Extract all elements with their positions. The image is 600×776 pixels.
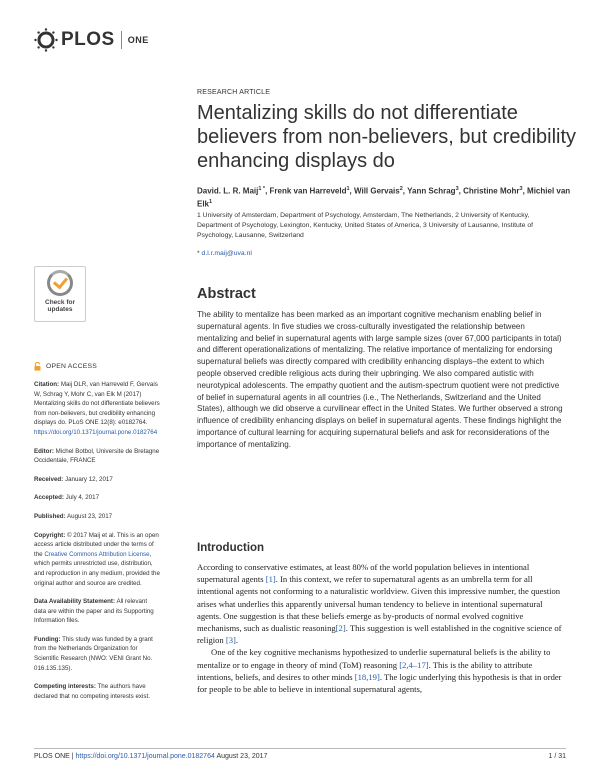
copyright-text: © 2017 Maij et al. This is an open access article distributed under the terms of the — [34, 531, 159, 558]
citation-text: Maij DLR, van Harreveld F, Gervais W, Schrag Y, Mohr C, van Elk M (2017) Mentalizing skills do not differentiate believers from non-believers, but credibility enhancing displays do. PLoS ONE 12(8): e0182764. — [34, 381, 160, 427]
footer-doi-link[interactable]: https://doi.org/10.1371/journal.pone.0182764 — [75, 753, 215, 760]
introduction-heading: Introduction — [197, 542, 265, 554]
author-list: David. L. R. Maij$^{1 *}$, Frenk van Harreveld$^1$, Will Gervais$^2$, Yann Schrag$^3$, Christine Mohr$^3$, Michiel van Elk$^1$ — [197, 186, 571, 209]
received-block — [34, 475, 160, 485]
footer-divider — [34, 748, 566, 749]
data-availability-block — [34, 597, 160, 626]
logo-divider — [121, 31, 122, 49]
editor-text: Michel Botbol, Universite de Bretagne Occidentale, FRANCE — [34, 447, 160, 465]
funding-block — [34, 635, 160, 673]
author-affiliation-mark: 3 — [519, 186, 523, 192]
author-name[interactable]: Yann Schrag — [407, 186, 456, 196]
reference-link[interactable]: [18,19] — [354, 671, 380, 682]
competing-interests-block — [34, 682, 160, 701]
paragraph-text: . In this context, we refer to supernatural agents as an umbrella term for all intentional agents not conforming to a naturalistic worldview. Given this impressive number, the question arises what underlies this apparently universal human tendency to believe in intentional supernatural agents. One suggestion is that these beliefs emerge as by-products of normal evolved cognitive mechanisms, such as dualistic reasoning — [197, 574, 561, 634]
funding-label: Funding: — [34, 635, 61, 643]
accepted-block — [34, 493, 160, 503]
reference-link[interactable]: [3] — [225, 635, 236, 646]
check-updates-icon — [47, 270, 73, 296]
reference-link[interactable]: [2] — [335, 623, 346, 634]
paragraph-text: . This suggestion is well established in the cognitive science of religion — [197, 623, 562, 646]
paragraph — [197, 646, 567, 695]
open-lock-icon — [34, 362, 41, 371]
affiliations: 1 University of Amsterdam, Department of Psychology, Amsterdam, The Netherlands, 2 University of Kentucky, Department of Psychology, Lexington, Kentucky, United States of America, 3 University of Lausanne, Institute of Psychology, Lausanne, Switzerland — [197, 212, 533, 239]
citation-doi-link[interactable]: https://doi.org/10.1371/journal.pone.0182764 — [34, 428, 158, 436]
paragraph — [197, 561, 567, 646]
copyright-text: , which permits unrestricted use, distribution, and reproduction in any medium, provided the original author and source are credited. — [34, 550, 160, 587]
open-access-badge — [34, 362, 97, 371]
funding-text: This study was funded by a grant from the Netherlands Organization for Scientific Research (NWO: VENI Grant No. 016.135.135). — [34, 635, 153, 672]
correspondence — [197, 250, 252, 257]
data-availability-text: All relevant data are within the paper and its Supporting Information files. — [34, 598, 154, 625]
article-type: RESEARCH ARTICLE — [197, 89, 271, 96]
plos-logo — [34, 28, 149, 52]
competing-interests-label: Competing interests: — [34, 683, 96, 691]
check-for-updates-button[interactable] — [34, 266, 86, 322]
footer-journal: PLOS ONE — [34, 753, 70, 760]
article-info-sidebar — [34, 380, 160, 710]
correspondence-email-link[interactable]: d.l.r.maij@uva.nl — [201, 250, 252, 257]
footer-separator: | — [71, 753, 74, 760]
abstract-text: The ability to mentalize has been marked as an important cognitive mechanism enabling belief in supernatural agents. In five studies we cross-culturally investigated the relationship between mentalizing and belief in supernatural agents with large sample sizes (over 67,000 participants in total) and different operationalizations of mentalizing. The relative importance of mentalizing for endorsing supernatural beliefs was directly compared with credibility enhancing displays–the extent to which people observed credible religious acts during their upbringing. We also compared autistic with neurotypical adolescents. The empathy quotient and the autism-spectrum quotient were not predictive of belief in supernatural agents in all countries (i.e., The Netherlands, Switzerland and the United States), although we did observe a curvilinear effect in the United States. We further observed a strong influence of credibility enhancing displays on belief in supernatural agents. These findings highlight the importance of cultural learning for acquiring supernatural beliefs and ask for reconsiderations of the importance of mentalizing. — [197, 310, 563, 449]
received-date: January 12, 2017 — [64, 475, 113, 483]
page-footer — [34, 753, 267, 760]
author-name[interactable]: Michiel van Elk — [197, 186, 571, 209]
copyright-label: Copyright: — [34, 531, 66, 539]
paragraph-text: . This is the ability to attribute intentions, beliefs, and desires to other minds — [197, 659, 533, 682]
license-link[interactable]: Creative Commons Attribution License — [44, 550, 150, 558]
author-affiliation-mark: 3 — [455, 186, 459, 192]
accepted-label: Accepted: — [34, 494, 64, 502]
author-affiliation-mark: 1 * — [258, 186, 266, 192]
article-title: Mentalizing skills do not differentiate believers from non-believers, but credibility enhancing displays do — [197, 102, 577, 172]
author-name[interactable]: Christine Mohr — [463, 186, 520, 196]
correspondence-mark: * — [197, 250, 200, 257]
citation-label: Citation: — [34, 381, 60, 388]
logo-journal: ONE — [127, 35, 149, 45]
author-affiliation-mark: 2 — [399, 186, 403, 192]
author-name[interactable]: Will Gervais — [353, 186, 400, 196]
citation-block — [34, 380, 160, 438]
author-name[interactable]: Frenk van Harreveld — [269, 186, 347, 196]
author-name[interactable]: David. L. R. Maij — [197, 186, 259, 196]
author-affiliation-mark: 1 — [346, 186, 350, 192]
received-label: Received: — [34, 475, 64, 483]
paragraph-text: According to conservative estimates, at least 80% of the world population believes in intentional supernatural agents — [197, 562, 530, 585]
data-availability-label: Data Availability Statement: — [34, 598, 116, 606]
editor-label: Editor: — [34, 447, 54, 455]
published-date: August 23, 2017 — [67, 512, 113, 520]
reference-link[interactable]: [1] — [265, 574, 276, 585]
abstract-heading: Abstract — [197, 286, 256, 302]
plos-logo-mark-icon — [34, 28, 58, 52]
editor-block — [34, 447, 160, 466]
page-number: 1 / 31 — [548, 753, 566, 760]
copyright-block — [34, 531, 160, 589]
paragraph-text: . The logic underlying this hypothesis is that in order for people to be able to believe in intentional supernatural agents, — [197, 671, 562, 695]
paragraph-text: One of the key cognitive mechanisms hypothesized to underlie supernatural beliefs is the ability to mentalize or to engage in theory of mind (ToM) reasoning — [197, 647, 551, 670]
logo-word: PLOS — [61, 29, 115, 50]
check-updates-label: Check for updates — [45, 299, 75, 313]
accepted-date: July 4, 2017 — [65, 494, 100, 502]
reference-link[interactable]: [2,4–17] — [399, 659, 429, 670]
published-block — [34, 512, 160, 522]
published-label: Published: — [34, 512, 66, 520]
paragraph-text: . — [235, 635, 239, 646]
author-affiliation-mark: 1 — [209, 198, 213, 205]
footer-date: August 23, 2017 — [216, 753, 268, 760]
introduction-body — [197, 561, 567, 695]
competing-interests-text: The authors have declared that no competing interests exist. — [34, 683, 150, 700]
open-access-label: OPEN ACCESS — [46, 363, 97, 370]
